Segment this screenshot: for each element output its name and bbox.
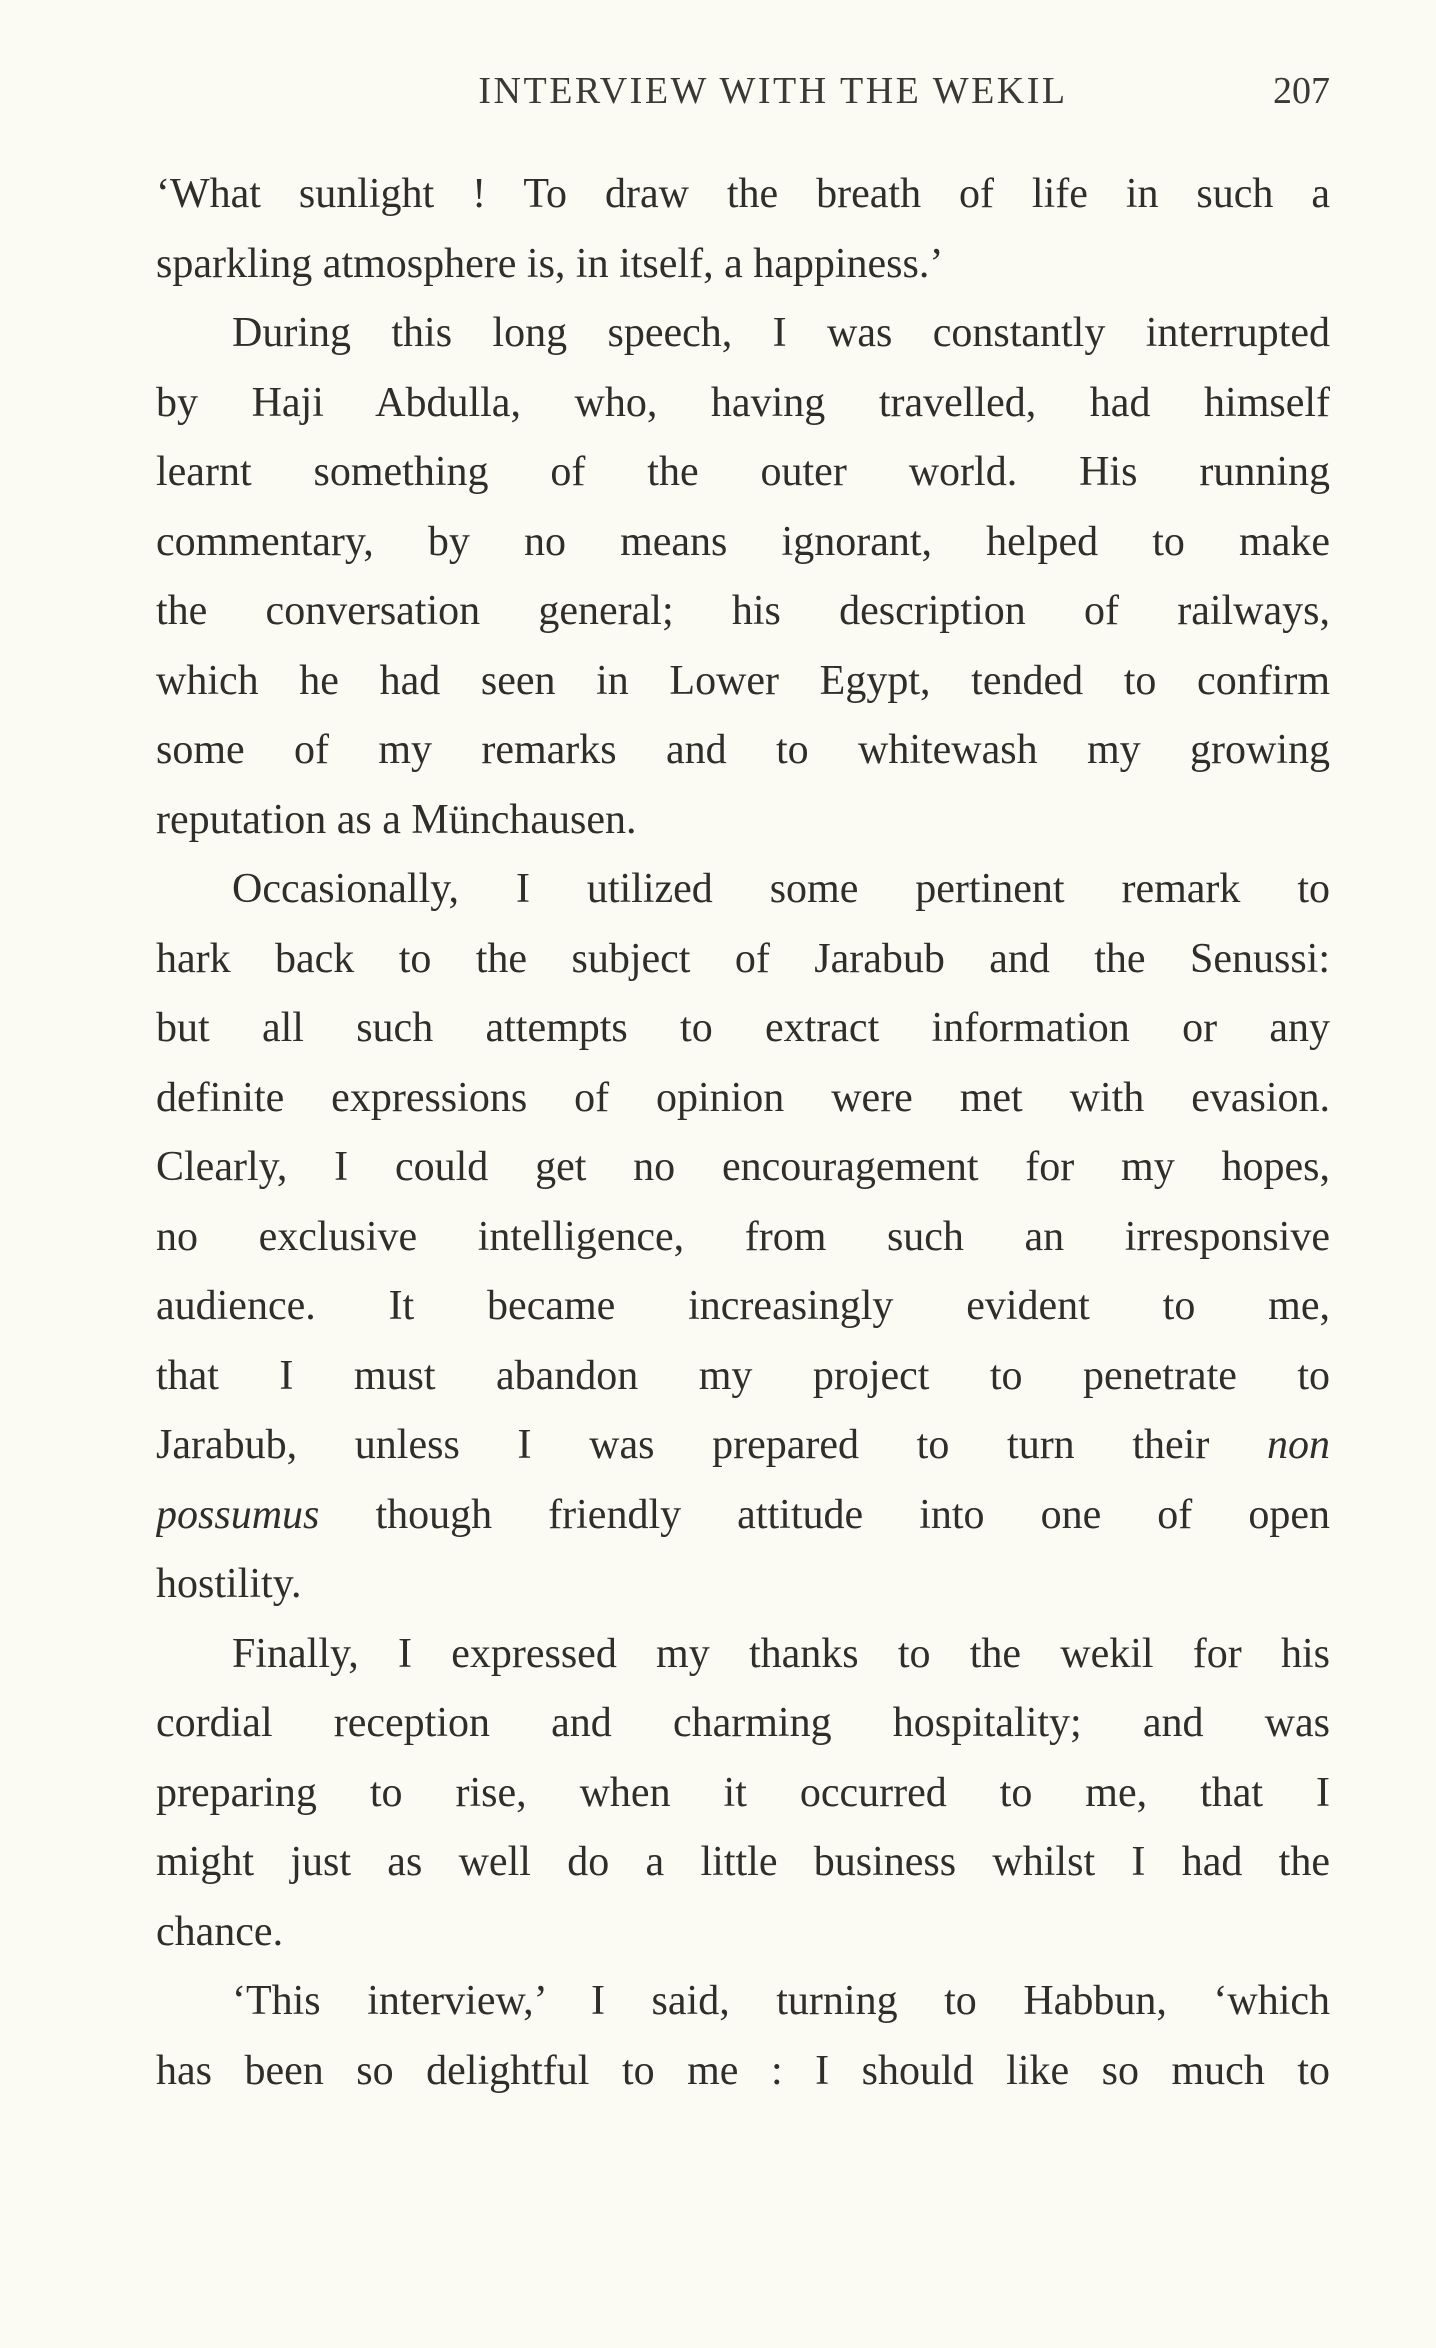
text-line: [156, 1411, 1330, 1481]
text-line: but all such attempts to extract information or any: [156, 1005, 1330, 1051]
text-line: might just as well do a little business whilst I had the: [156, 1839, 1330, 1885]
text-line: learnt something of the outer world. His running: [156, 449, 1330, 495]
text-line: audience. It became increasingly evident to me,: [156, 1283, 1330, 1329]
text-line: the conversation general; his description of railways,: [156, 588, 1330, 634]
text-line: hostility.: [156, 1561, 302, 1607]
text-line: hark back to the subject of Jarabub and the Senussi:: [156, 935, 1330, 982]
text-line: definite expressions of opinion were met with evasion.: [156, 1074, 1330, 1121]
text-line: has been so delightful to me : I should like so much to: [156, 2047, 1330, 2094]
italic-phrase: non: [1267, 1422, 1330, 1468]
italic-phrase: possumus: [156, 1491, 320, 1538]
body-text: [156, 160, 1330, 2106]
text-line: preparing to rise, when it occurred to me, that I: [156, 1769, 1330, 1816]
text-segment: though friendly attitude into one of open: [375, 1491, 1330, 1538]
text-line: chance.: [156, 1908, 284, 1955]
text-line: some of my remarks and to whitewash my growing: [156, 727, 1330, 773]
text-line: ‘This interview,’ I said, turning to Habbun, ‘which: [232, 1978, 1330, 2024]
text-segment: Jarabub, unless I was prepared to turn their: [156, 1422, 1210, 1468]
text-line: sparkling atmosphere is, in itself, a happiness.’: [156, 240, 944, 287]
text-line: no exclusive intelligence, from such an irresponsive: [156, 1213, 1330, 1260]
text-line: During this long speech, I was constantly interrupted: [232, 310, 1330, 356]
text-line: cordial reception and charming hospitality; and was: [156, 1700, 1330, 1746]
text-line: by Haji Abdulla, who, having travelled, had himself: [156, 379, 1330, 426]
page-header: [156, 66, 1330, 116]
text-line: [156, 1481, 1330, 1551]
running-head: INTERVIEW WITH THE WEKIL: [478, 70, 1068, 112]
text-line: Clearly, I could get no encouragement for my hopes,: [156, 1144, 1330, 1190]
text-line: that I must abandon my project to penetrate to: [156, 1352, 1330, 1399]
text-line: reputation as a Münchausen.: [156, 796, 637, 843]
page-number: 207: [1273, 70, 1330, 112]
text-line: ‘What sunlight ! To draw the breath of life in such a: [156, 171, 1330, 217]
text-line: Finally, I expressed my thanks to the wekil for his: [232, 1630, 1330, 1677]
text-line: which he had seen in Lower Egypt, tended to confirm: [156, 657, 1330, 704]
text-line: Occasionally, I utilized some pertinent remark to: [232, 866, 1330, 912]
text-line: commentary, by no means ignorant, helped to make: [156, 518, 1330, 565]
